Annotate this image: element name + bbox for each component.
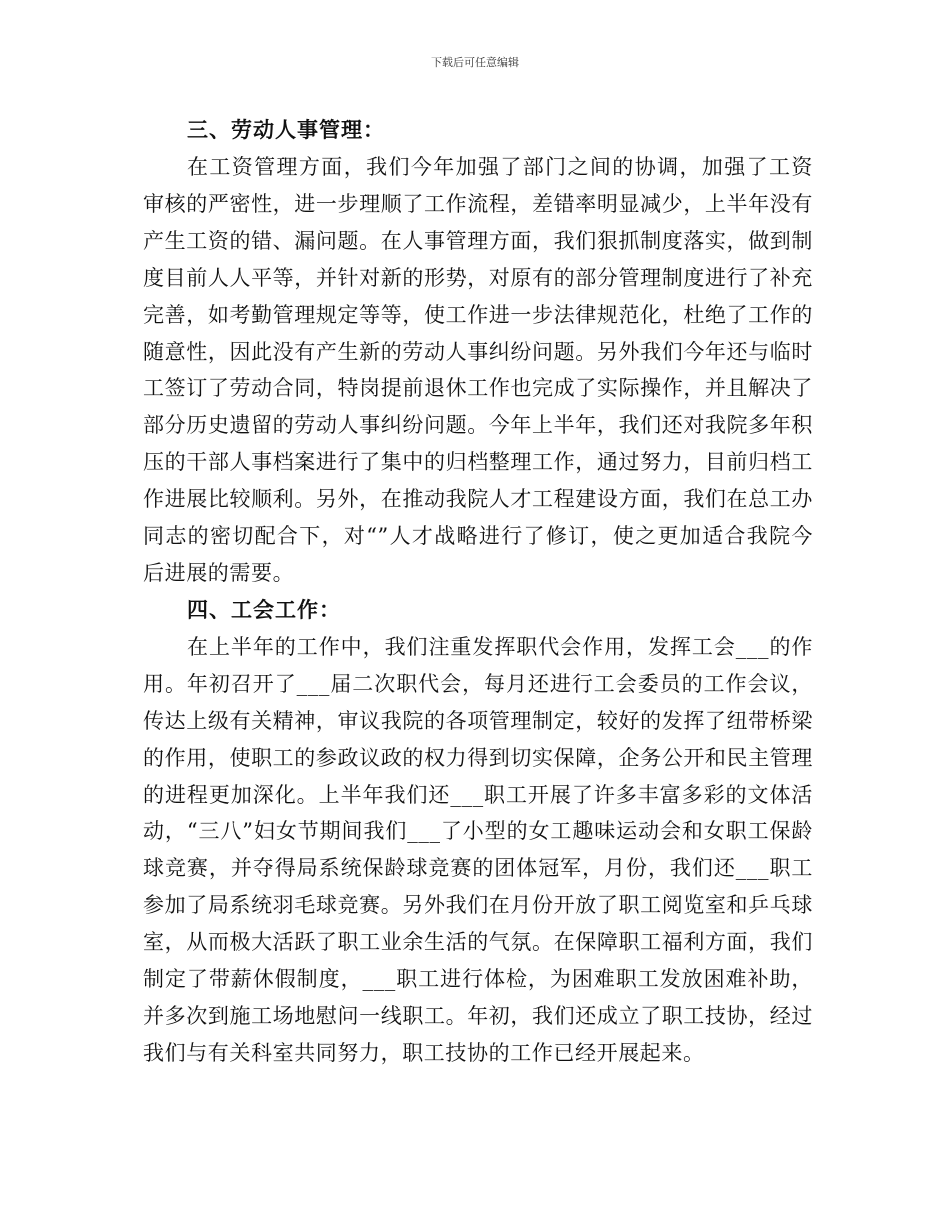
section-heading-union-work: 四、工会工作： [187, 597, 341, 622]
header-note: 下载后可任意编辑 [431, 56, 519, 69]
section-paragraph-labor-personnel: 在工资管理方面，我们今年加强了部门之间的协调，加强了工资审核的严密性，进一步理顺了工作流程，差错率明显减少，上半年没有产生工资的错、漏问题。在人事管理方面，我们狠抓制度落实，做到制度目前人人平等，并针对新的形势，对原有的部分管理制度进行了补充完善，如考勤管理规定等等，使工作进一步法律规范化，杜绝了工作的随意性，因此没有产生新的劳动人事纠纷问题。另外我们今年还与临时工签订了劳动合同，特岗提前退休工作也完成了实际操作，并且解决了部分历史遗留的劳动人事纠纷问题。今年上半年，我们还对我院多年积压的干部人事档案进行了集中的归档整理工作，通过努力，目前归档工作进展比较顺利。另外，在推动我院人才工程建设方面，我们在总工办同志的密切配合下，对“”人才战略进行了修订，使之更加适合我院今后进展的需要。 [143, 155, 813, 585]
section-paragraph-union-work: 在上半年的工作中，我们注重发挥职代会作用，发挥工会___的作用。年初召开了___届二次职代会，每月还进行工会委员的工作会议，传达上级有关精神，审议我院的各项管理制定，较好的发挥了纽带桥梁的作用，使职工的参政议政的权力得到切实保障，企务公开和民主管理的进程更加深化。上半年我们还___职工开展了许多丰富多彩的文体活动，“三八”妇女节期间我们___了小型的女工趣味运动会和女职工保龄球竞赛，并夺得局系统保龄球竞赛的团体冠军，月份，我们还___职工参加了局系统羽毛球竞赛。另外我们在月份开放了职工阅览室和乒乓球室，从而极大活跃了职工业余生活的气氛。在保障职工福利方面，我们制定了带薪休假制度，___职工进行体检，为困难职工发放困难补助，并多次到施工场地慰问一线职工。年初，我们还成立了职工技协，经过我们与有关科室共同努力，职工技协的工作已经开展起来。 [143, 634, 813, 1065]
document-body [143, 112, 813, 1072]
section-heading-labor-personnel: 三、劳动人事管理： [187, 118, 385, 142]
